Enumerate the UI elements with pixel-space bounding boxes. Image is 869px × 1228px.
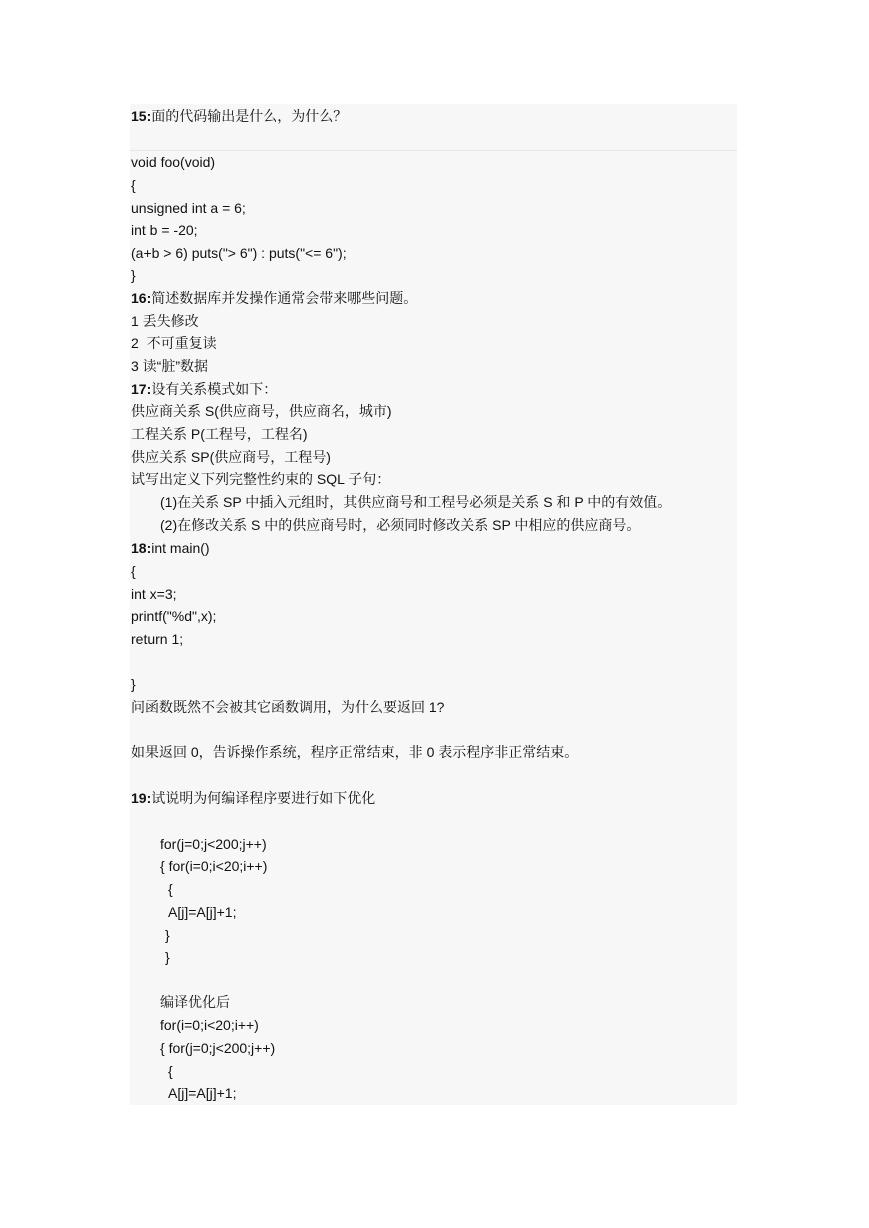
- code-line: }: [165, 949, 170, 965]
- code-line: printf("%d",x);: [131, 608, 217, 624]
- code-line: { for(j=0;j<200;j++): [160, 1040, 276, 1056]
- code-line: unsigned int a = 6;: [131, 200, 246, 216]
- question-16: [131, 290, 417, 306]
- answer-text: 如果返回 0，告诉操作系统，程序正常结束，非 0 表示程序非正常结束。: [131, 744, 579, 760]
- question-text: 简述数据库并发操作通常会带来哪些问题。: [151, 290, 418, 306]
- text-line: (2)在修改关系 S 中的供应商号时，必须同时修改关系 SP 中相应的供应商号。: [160, 517, 641, 533]
- question-text: 问函数既然不会被其它函数调用，为什么要返回 1?: [131, 699, 445, 715]
- code-line: A[j]=A[j]+1;: [168, 904, 237, 920]
- code-line: for(j=0;j<200;j++): [160, 836, 267, 852]
- text-line: 试写出定义下列完整性约束的 SQL 子句：: [131, 471, 391, 487]
- list-item: 2 不可重复读: [131, 335, 217, 351]
- question-19: [131, 790, 375, 806]
- code-line: }: [131, 676, 136, 692]
- code-line: { for(i=0;i<20;i++): [160, 858, 268, 874]
- list-item: 1 丢失修改: [131, 313, 199, 329]
- question-15: [131, 108, 347, 124]
- code-line: }: [165, 927, 170, 943]
- code-line: int x=3;: [131, 586, 177, 602]
- text-line: 供应商关系 S(供应商号，供应商名，城市): [131, 403, 392, 419]
- code-line: {: [168, 881, 173, 897]
- code-line: return 1;: [131, 631, 184, 647]
- text-line: (1)在关系 SP 中插入元组时，其供应商号和工程号必须是关系 S 和 P 中的有效值。: [160, 494, 672, 510]
- code-line: {: [168, 1063, 173, 1079]
- code-line: void foo(void): [131, 154, 216, 170]
- question-text: 试说明为何编译程序要进行如下优化: [151, 790, 376, 806]
- question-number: 17:: [131, 381, 152, 397]
- question-17: [131, 381, 277, 397]
- question-number: 16:: [131, 290, 152, 306]
- code-line: {: [131, 177, 136, 193]
- code-line: }: [131, 267, 136, 283]
- code-line: int b = -20;: [131, 222, 198, 238]
- question-text: 设有关系模式如下：: [151, 381, 278, 397]
- question-number: 19:: [131, 790, 152, 806]
- question-number: 18:: [131, 540, 152, 556]
- code-line: A[j]=A[j]+1;: [168, 1085, 237, 1101]
- question-18: [131, 540, 210, 556]
- question-number: 15:: [131, 108, 152, 124]
- code-line: (a+b > 6) puts("> 6") : puts("<= 6");: [131, 245, 347, 261]
- text-line: 供应关系 SP(供应商号，工程号): [131, 449, 331, 465]
- code-line: {: [131, 563, 136, 579]
- divider: [130, 150, 737, 151]
- after-label: 编译优化后: [160, 994, 230, 1010]
- code-line: for(i=0;i<20;i++): [160, 1017, 259, 1033]
- question-text: 面的代码输出是什么，为什么？: [151, 108, 348, 124]
- text-line: 工程关系 P(工程号，工程名): [131, 426, 308, 442]
- question-text: int main(): [151, 540, 210, 556]
- list-item: 3 读“脏”数据: [131, 358, 208, 374]
